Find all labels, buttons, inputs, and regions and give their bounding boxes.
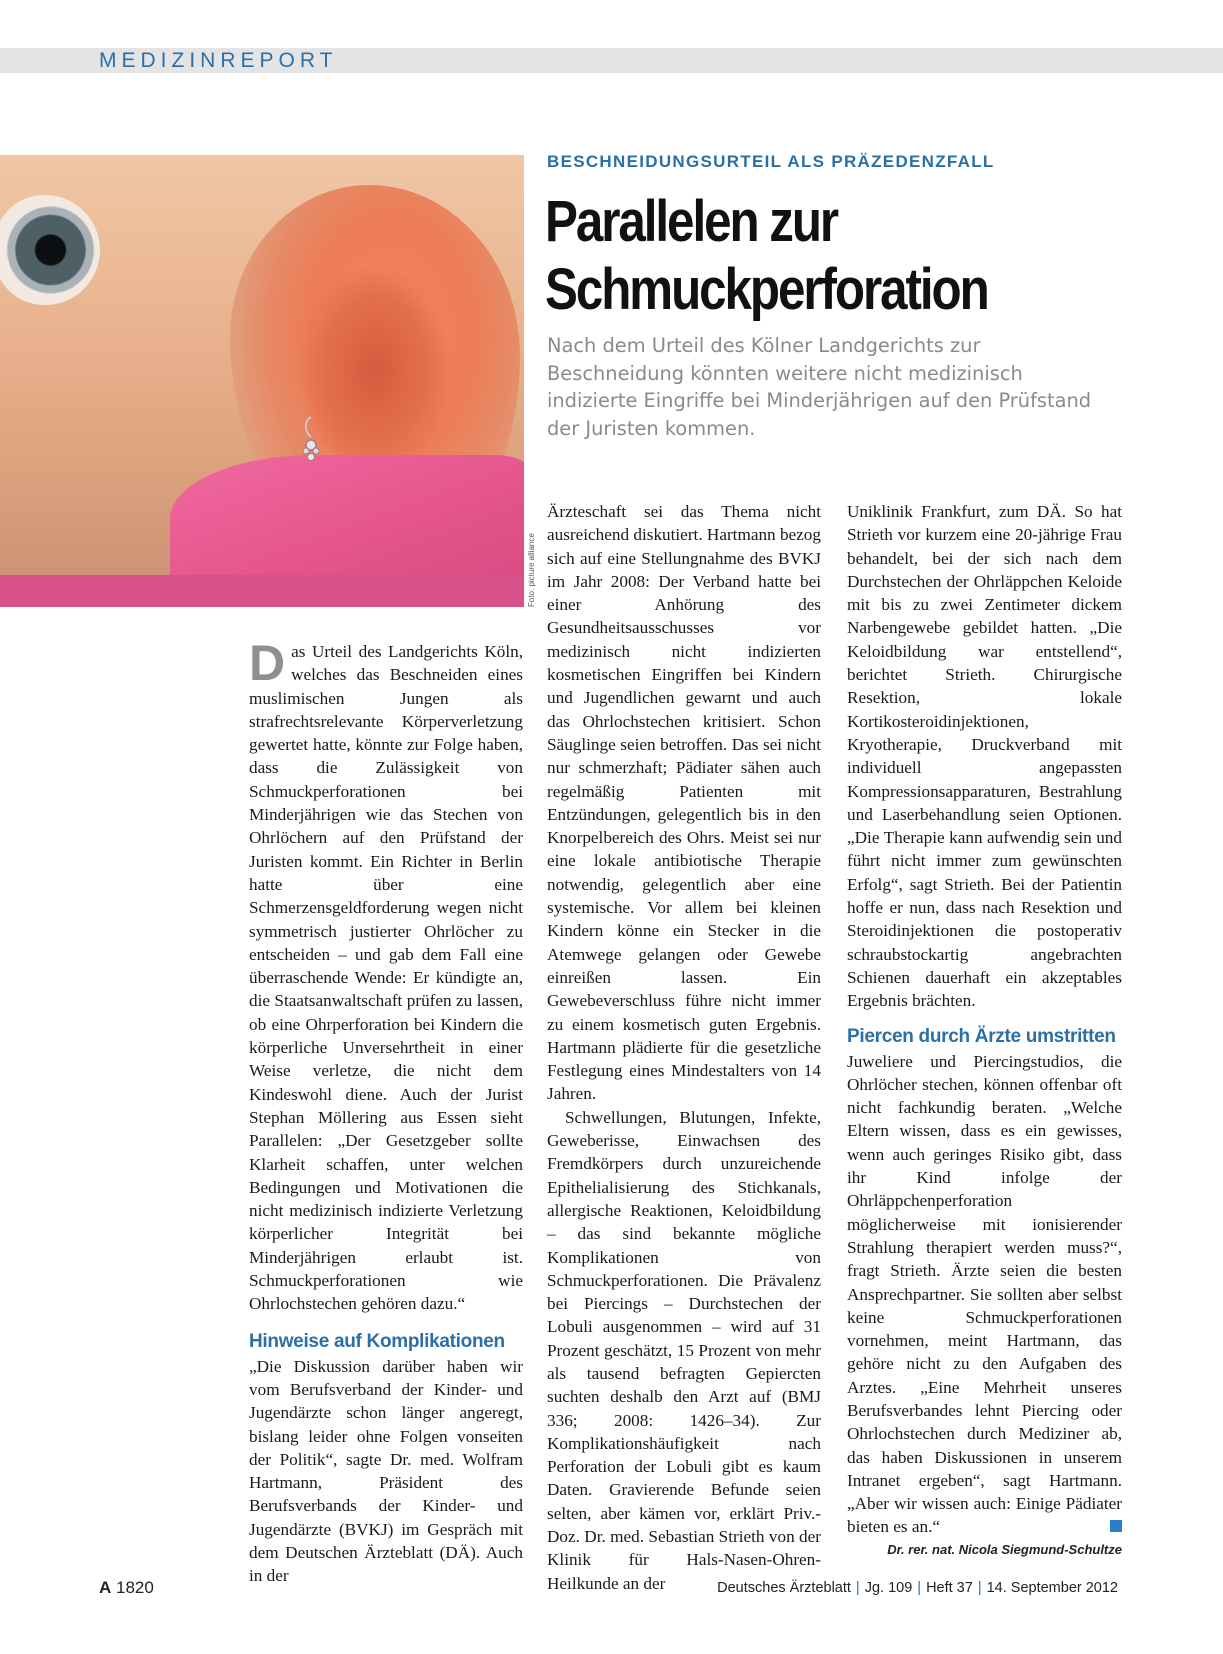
- subheading-piercing: Piercen durch Ärzte umstritten: [847, 1025, 1116, 1047]
- paragraph-intro: Das Urteil des Landgerichts Köln, welches das Beschneiden eines muslimischen Jungen als strafrechtsrelevante Körperverletzung gewertet hatte, könnte zur Folge haben, dass die Zulässigkeit von Schmuckperforationen bei Minderjährigen wie das Stechen von Ohrlöchern auf den Prüfstand der Juristen kommt. Ein Richter in Berlin hatte über eine Schmerzensgeldforderung wegen nicht symmetrisch justierter Ohrlöcher zu entscheiden – und gab dem Fall eine überraschende Wende: Er kündigte an, die Staatsanwaltschaft prüfen zu lassen, ob eine Ohrperforation bei Kindern die körperliche Unversehrtheit in einer Weise verletze, die nicht dem Kindeswohl diene. Auch der Jurist Stephan Möllering aus Essen sieht Parallelen: „Der Gesetzgeber sollte Klarheit schaffen, unter welchen Bedingungen und Motivationen die nicht medizinisch indizierte Verletzung körperlicher Integrität bei Minderjährigen erlaubt ist. Schmuckperforationen wie Ohrlochstechen gehören dazu.“: [249, 635, 523, 1314]
- title-line-2: Schmuckperforation: [545, 257, 988, 322]
- journal-volume: Jg. 109: [864, 1580, 913, 1596]
- end-mark-icon: [1110, 1520, 1122, 1532]
- paragraph-piercing: Juweliere und Piercingstudios, die Ohrlöcher stechen, können offenbar oft nicht fachkundig beraten. „Welche Eltern wissen, dass es ein gewisses, wenn auch geringes Risiko gibt, dass ihr Kind infolge der Ohrläppchenperforation möglicherweise mit ionisierender Strahlung therapiert werden muss?“, fragt Strieth. Ärzte seien die besten Ansprechpartner. Sie sollten aber selbst keine Schmuckperforationen vornehmen, meint Hartmann, das gehöre nicht zu den Aufgaben des Arztes. „Eine Mehrheit unseres Berufsverbandes lehnt Piercing oder Ohrlochstechen durch Mediziner ab, das haben Diskussionen in unserem Intranet ergeben“, sagt Hartmann. „Aber wir wissen auch: Einige Pädiater bieten es an.“: [847, 1051, 1122, 1537]
- photo-credit: Foto: picture alliance: [527, 533, 536, 607]
- title-line-1: Parallelen zur: [545, 189, 838, 254]
- earring-icon: [300, 415, 322, 465]
- text-column-2: [547, 500, 821, 1595]
- drop-cap: D: [249, 635, 286, 691]
- article-photo: [0, 155, 524, 607]
- text-column-1: [249, 635, 523, 1588]
- paragraph-complications: Schwellungen, Blutungen, Infekte, Geweberisse, Einwachsen des Fremdkörpers durch unzureichende Epithelialisierung des Stichkanals, allergische Reaktionen, Keloidbildung – das sind bekannte mögliche Komplikationen von Schmuckperforationen. Die Prävalenz bei Piercings – Durchstechen der Lobuli ausgenommen – wird auf 31 Prozent geschätzt, 15 Prozent von mehr als tausend befragten Gepiercten suchten deshalb den Arzt auf (BMJ 336; 2008: 1426–34). Zur Komplikationshäufigkeit nach Perforation der Lobuli gibt es kaum Daten. Gravierende Befunde seien selten, aber kämen vor, erklärt Priv.-Doz. Dr. med. Sebastian Strieth von der Klinik für Hals-Nasen-Ohren-Heilkunde an der: [547, 1107, 821, 1593]
- journal-issue: Heft 37: [926, 1580, 973, 1596]
- baby-ear-inner: [300, 265, 450, 475]
- page-number: A 1820: [99, 1578, 154, 1597]
- article-title: [545, 188, 1098, 324]
- pink-clothing-lower: [0, 575, 524, 607]
- text-column-3: [847, 500, 1122, 1559]
- article-lead: Nach dem Urteil des Kölner Landgerichts zur Beschneidung könnten weitere nicht medizinisch indizierte Eingriffe bei Minderjährigen auf den Prüfstand der Juristen kommen.: [547, 334, 1092, 440]
- subheading-complications: Hinweise auf Komplikationen: [249, 1330, 505, 1352]
- paragraph-hartmann-cont: Ärzteschaft sei das Thema nicht ausreichend diskutiert. Hartmann bezog sich auf eine Stellungnahme des BVKJ im Jahr 2008: Der Verband hatte bei einer Anhörung des Gesundheitsausschusses vor medizinisch nicht indizierten kosmetischen Eingriffen bei Kindern und Jugendlichen gewarnt und auch das Ohrlochstechen kritisiert. Schon Säuglinge seien betroffen. Das sei nicht nur schmerzhaft; Pädiater sähen auch regelmäßig Patienten mit Entzündungen, gelegentlich bis in den Knorpelbereich des Ohrs. Meist sei nur eine lokale antibiotische Therapie notwendig, gelegentlich aber eine systemische. Vor allem bei kleinen Kindern könne ein Stecker in die Atemwege gelangen oder Gewebe einreißen lassen. Ein Gewebeverschluss führe nicht immer zu einem kosmetisch guten Ergebnis. Hartmann plädierte für die gesetzliche Festlegung eines Mindestalters von 14 Jahren.: [547, 502, 821, 1104]
- journal-name: Deutsches Ärzteblatt: [717, 1580, 851, 1596]
- baby-eye: [0, 195, 100, 305]
- journal-footer: Deutsches Ärzteblatt | Jg. 109 | Heft 37 | 14. September 2012: [717, 1580, 1118, 1596]
- article-kicker: BESCHNEIDUNGSURTEIL ALS PRÄZEDENZFALL: [547, 152, 995, 171]
- paragraph-hartmann: „Die Diskussion darüber haben wir vom Berufsverband der Kinder- und Jugendärzte schon länger angeregt, bislang leider ohne Folgen vonseiten der Politik“, sagte Dr. med. Wolfram Hartmann, Präsident des Berufsverbands der Kinder- und Jugendärzte (BVKJ) im Gespräch mit dem Deutschen Ärzteblatt (DÄ). Auch in der: [249, 1356, 523, 1586]
- section-label: MEDIZINREPORT: [99, 49, 338, 72]
- journal-date: 14. September 2012: [986, 1580, 1118, 1596]
- author-name: Dr. rer. nat. Nicola Siegmund-Schultze: [887, 1541, 1122, 1557]
- paragraph-strieth: Uniklinik Frankfurt, zum DÄ. So hat Strieth vor kurzem eine 20-jährige Frau behandelt, bei der sich nach dem Durchstechen der Ohrläppchen Keloide mit bis zu zwei Zentimeter dickem Narbengewebe gebildet hatten. „Die Keloidbildung war entstellend“, berichtet Strieth. Chirurgische Resektion, lokale Kortikosteroidinjektionen, Kryotherapie, Druckverband mit individuell angepassten Kompressionsapparaturen, Bestrahlung und Laserbehandlung seien Optionen. „Die Therapie kann aufwendig sein und führt nicht immer zum gewünschten Erfolg“, sagt Strieth. Bei der Patientin hoffe er nun, dass nach Resektion und Steroidinjektionen die postoperativ schraubstockartig angebrachten Schienen dauerhaft ein akzeptables Ergebnis brächten.: [847, 502, 1122, 1011]
